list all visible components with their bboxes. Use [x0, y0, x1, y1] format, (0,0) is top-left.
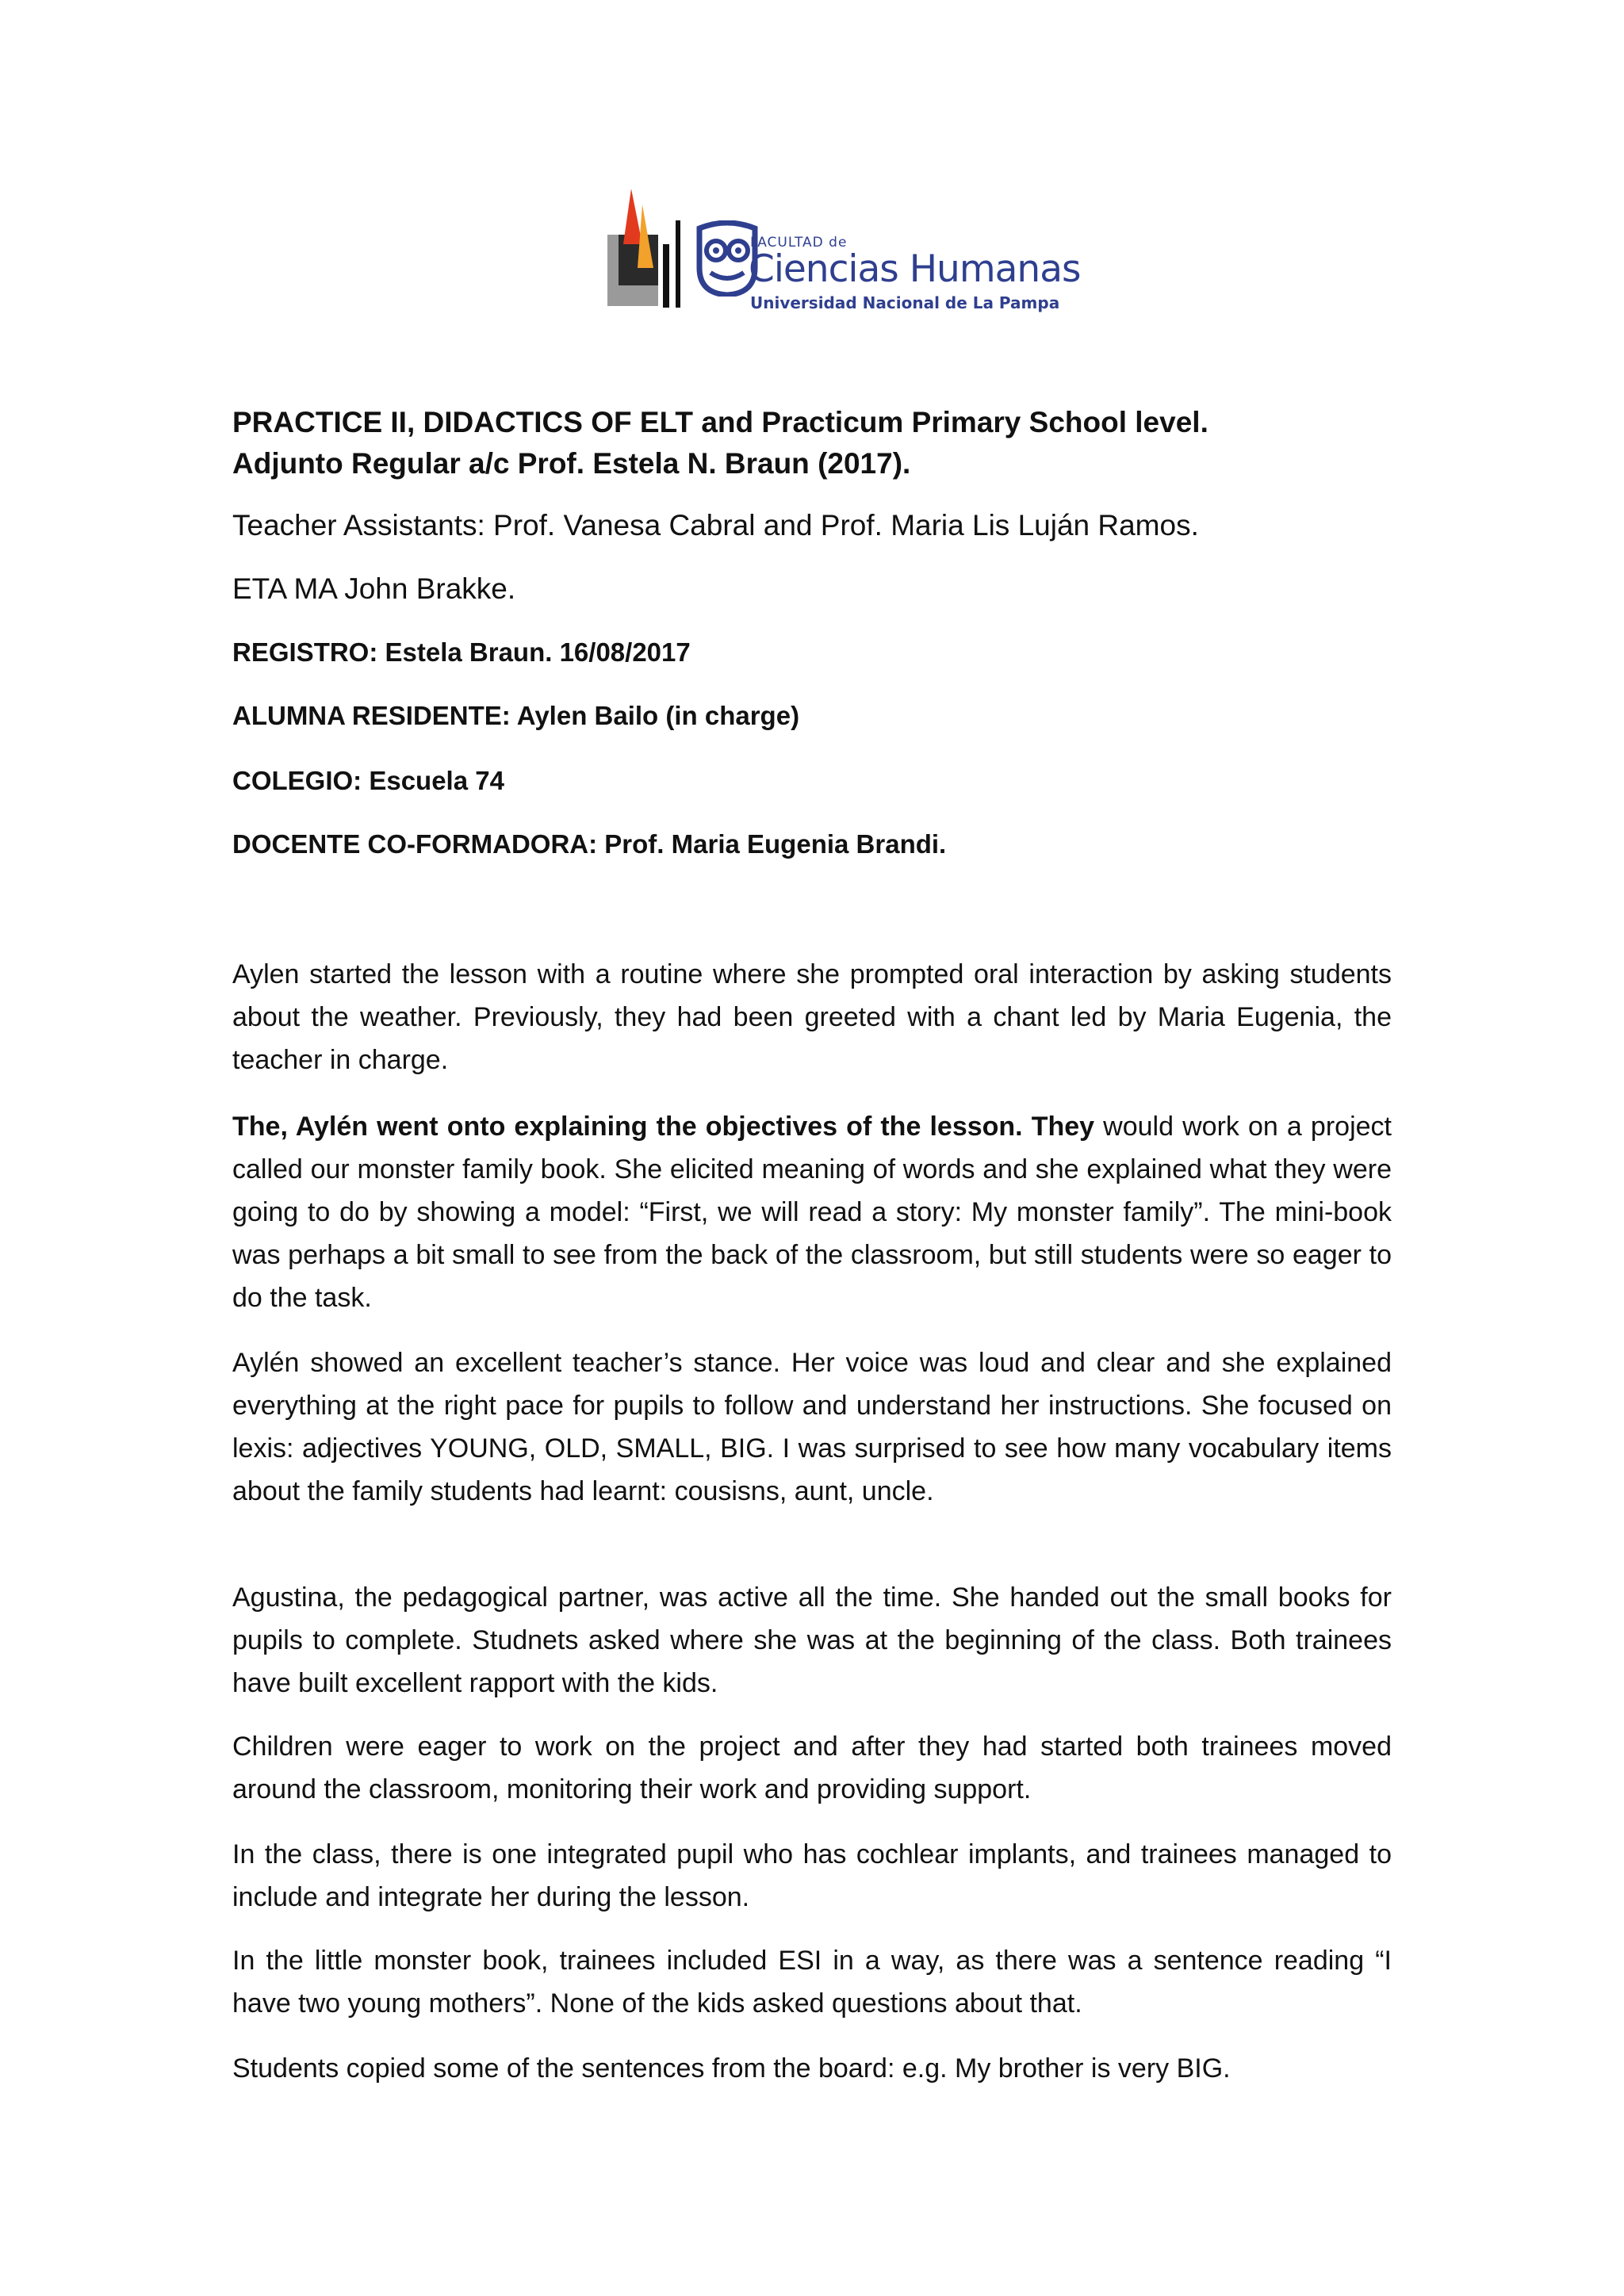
paragraph-2-bold: The, Aylén went onto explaining the objectives of the lesson. They: [232, 1112, 1095, 1142]
paragraph-4: Agustina, the pedagogical partner, was active all the time. She handed out the small books for pupils to complete. Studnets asked where she was at the beginning of the class. Both trainees have built excellent rapport with the kids.: [232, 1582, 1392, 1698]
teacher-assistants: Teacher Assistants: Prof. Vanesa Cabral and Prof. Maria Lis Luján Ramos.: [232, 509, 1199, 541]
paragraph-8: Students copied some of the sentences from the board: e.g. My brother is very BIG.: [232, 2053, 1231, 2084]
eta-line: ETA MA John Brakke.: [232, 572, 516, 605]
document-title-line-1: PRACTICE II, DIDACTICS OF ELT and Practicum Primary School level.: [232, 406, 1208, 438]
logo-faculty-name: Ciencias Humanas: [749, 247, 1081, 291]
logo-university-name: Universidad Nacional de La Pampa: [750, 293, 1060, 312]
paragraph-2: [232, 1105, 1392, 1319]
registro-field: REGISTRO: Estela Braun. 16/08/2017: [232, 637, 691, 667]
docente-field: DOCENTE CO-FORMADORA: Prof. Maria Eugenia Brandi.: [232, 829, 947, 859]
paragraph-7: In the little monster book, trainees included ESI in a way, as there was a sentence reading “I have two young mothers”. None of the kids asked questions about that.: [232, 1946, 1392, 2019]
paragraph-2-rest: would work on a project called our monster family book. She elicited meaning of words and she explained what they were going to do by showing a model: “First, we will read a story: My monster family”. The mini-book was perhaps a bit small to see from the back of the classroom, but still students were so eager to do the task.: [232, 1112, 1392, 1313]
alumna-residente-field: ALUMNA RESIDENTE: Aylen Bailo (in charge): [232, 701, 800, 730]
paragraph-5: Children were eager to work on the project and after they had started both trainees moved around the classroom, monitoring their work and providing support.: [232, 1732, 1392, 1804]
paragraph-3: Aylén showed an excellent teacher’s stance. Her voice was loud and clear and she explained everything at the right pace for pupils to follow and understand her instructions. She focused on lexis: adjectives YOUNG, OLD, SMALL, BIG. I was surprised to see how many vocabulary items about the family students had learnt: cousisns, aunt, uncle.: [232, 1348, 1392, 1506]
paragraph-6: In the class, there is one integrated pupil who has cochlear implants, and trainees managed to include and integrate her during the lesson.: [232, 1839, 1392, 1912]
document-title-line-2: Adjunto Regular a/c Prof. Estela N. Braun (2017).: [232, 447, 911, 480]
faculty-logo: [607, 189, 1081, 316]
university-emblem-icon: [607, 189, 690, 309]
paragraph-1: Aylen started the lesson with a routine where she prompted oral interaction by asking students about the weather. Previously, they had been greeted with a chant led by Maria Eugenia, the teacher in charge.: [232, 959, 1392, 1075]
colegio-field: COLEGIO: Escuela 74: [232, 766, 504, 795]
logo-faculty-label: FACULTAD de: [750, 235, 848, 251]
